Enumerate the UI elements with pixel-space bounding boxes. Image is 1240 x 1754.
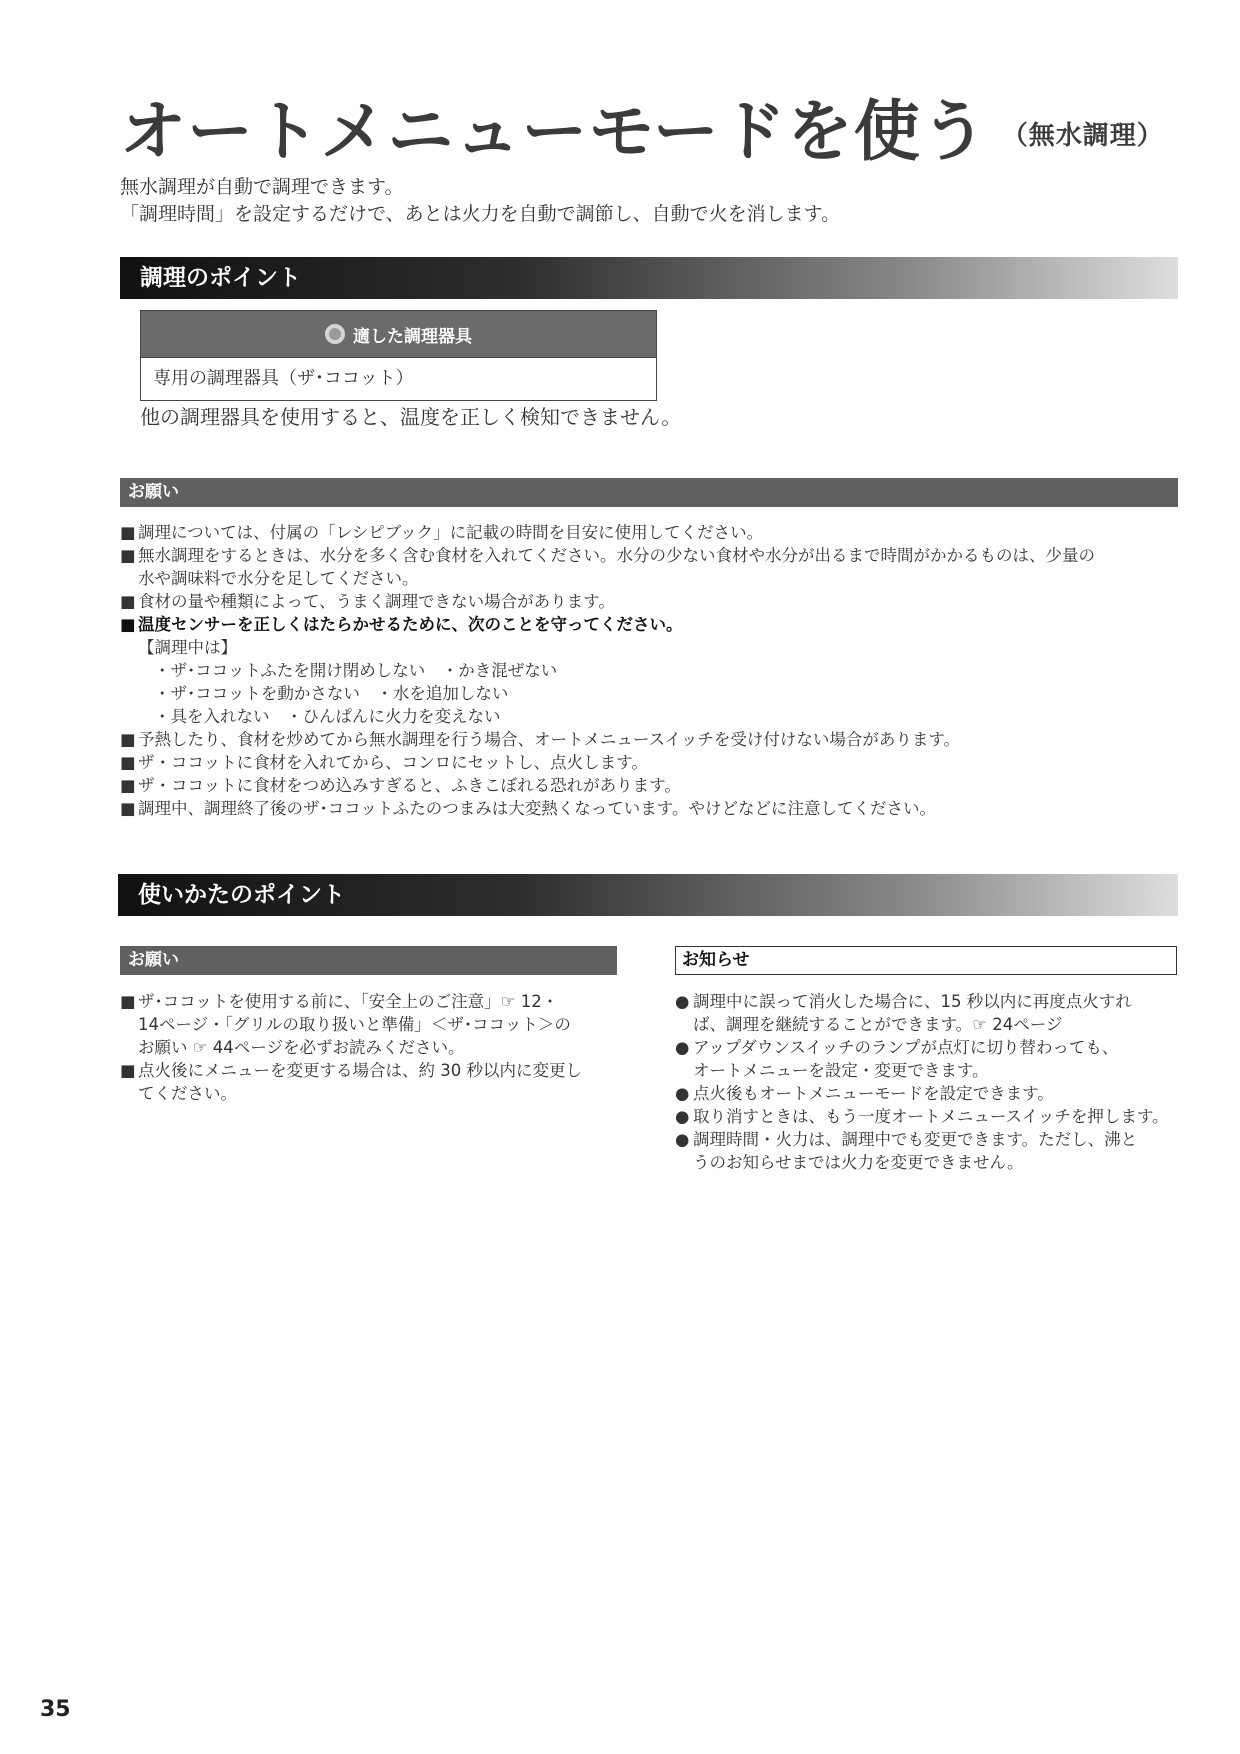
round-bullet-icon: ● bbox=[675, 1107, 690, 1126]
intro-line-1: 無水調理が自動で調理できます。 bbox=[120, 176, 404, 198]
round-bullet-icon: ● bbox=[675, 1130, 690, 1149]
suitable-cookware-header-label: 適した調理器具 bbox=[353, 326, 472, 347]
list-item: ● 取り消すときは、もう一度オートメニュースイッチを押します。 bbox=[675, 1107, 1169, 1126]
list-item: ■ 点火後にメニューを変更する場合は、約 30 秒以内に変更し bbox=[120, 1061, 582, 1080]
page-title bbox=[120, 78, 1164, 173]
square-bullet-icon: ■ bbox=[120, 776, 136, 795]
intro-line-2: 「調理時間」を設定するだけで、あとは火力を自動で調節し、自動で火を消します。 bbox=[120, 203, 841, 225]
list-item: お願い ☞ 44ページを必ずお読みください。 bbox=[138, 1038, 465, 1057]
request-label: お願い bbox=[128, 950, 179, 970]
page-title-main: オートメニューモードを使う bbox=[120, 93, 988, 170]
page-number: 35 bbox=[40, 1697, 71, 1722]
list-item: ● 調理時間・火力は、調理中でも変更できます。ただし、沸と bbox=[675, 1130, 1138, 1149]
square-bullet-icon: ■ bbox=[120, 730, 136, 749]
round-bullet-icon: ● bbox=[675, 1084, 690, 1103]
request-label: お願い bbox=[128, 482, 179, 502]
list-item: ■ 調理については、付属の「レシピブック」に記載の時間を目安に使用してください。 bbox=[120, 523, 764, 542]
suitable-cookware-box bbox=[140, 310, 657, 401]
notice-label-box bbox=[675, 946, 1177, 975]
square-bullet-icon: ■ bbox=[120, 615, 136, 634]
round-bullet-icon: ● bbox=[675, 1038, 690, 1057]
request-list bbox=[120, 521, 1180, 820]
round-bullet-icon: ● bbox=[675, 992, 690, 1011]
list-item: てください。 bbox=[138, 1084, 237, 1103]
list-item: うのお知らせまでは火力を変更できません。 bbox=[693, 1153, 1024, 1172]
request-list-usage bbox=[120, 990, 620, 1105]
square-bullet-icon: ■ bbox=[120, 546, 136, 565]
request-label-bar bbox=[120, 478, 1178, 507]
list-item: ■ ザ･ココットを使用する前に、「安全上のご注意」☞ 12・ bbox=[120, 992, 559, 1011]
list-item: ■ ザ・ココットに食材を入れてから、コンロにセットし、点火します。 bbox=[120, 753, 648, 772]
list-item: ● アップダウンスイッチのランプが点灯に切り替わっても、 bbox=[675, 1038, 1119, 1057]
square-bullet-icon: ■ bbox=[120, 992, 136, 1011]
list-item: 14ページ・「グリルの取り扱いと準備」＜ザ･ココット＞の bbox=[138, 1015, 571, 1034]
notice-label: お知らせ bbox=[682, 950, 750, 970]
request-label-bar bbox=[120, 946, 617, 975]
square-bullet-icon: ■ bbox=[120, 753, 136, 772]
intro-text bbox=[120, 174, 840, 228]
list-item: ● 点火後もオートメニューモードを設定できます。 bbox=[675, 1084, 1054, 1103]
list-item: ば、調理を継続することができます。☞ 24ページ bbox=[693, 1015, 1063, 1034]
square-bullet-icon: ■ bbox=[120, 799, 136, 818]
cookware-note: 他の調理器具を使用すると、温度を正しく検知できません。 bbox=[140, 405, 682, 429]
list-item: ■ 予熱したり、食材を炒めてから無水調理を行う場合、オートメニュースイッチを受け付けない場合があります。 bbox=[120, 730, 961, 749]
list-item: ■ 調理中、調理終了後のザ･ココットふたのつまみは大変熱くなっています。やけどなどに注意してください。 bbox=[120, 799, 936, 818]
section-heading-usage-points bbox=[118, 874, 1178, 916]
list-item: 水や調味料で水分を足してください。 bbox=[138, 569, 419, 588]
suitable-cookware-header bbox=[141, 311, 656, 357]
list-item: ・具を入れない ・ひんぱんに火力を変えない bbox=[154, 707, 501, 726]
square-bullet-icon: ■ bbox=[120, 523, 136, 542]
suitable-cookware-value: 専用の調理器具（ザ･ココット） bbox=[141, 357, 656, 400]
list-item: ■ 無水調理をするときは、水分を多く含む食材を入れてください。水分の少ない食材や水分が出るまで時間がかかるものは、少量の bbox=[120, 546, 1095, 565]
list-item: オートメニューを設定・変更できます。 bbox=[693, 1061, 989, 1080]
section-heading-label: 調理のポイント bbox=[140, 265, 301, 291]
section-heading-label: 使いかたのポイント bbox=[138, 882, 345, 908]
ring-bullet-icon bbox=[325, 324, 345, 344]
list-item: ● 調理中に誤って消火した場合に、15 秒以内に再度点火すれ bbox=[675, 992, 1132, 1011]
section-heading-cooking-points bbox=[120, 257, 1178, 299]
list-item: ・ザ･ココットふたを開け閉めしない ・かき混ぜない bbox=[154, 661, 558, 680]
square-bullet-icon: ■ bbox=[120, 1061, 136, 1080]
page-title-sub: （無水調理） bbox=[1001, 121, 1164, 151]
list-item: ■ 温度センサーを正しくはたらかせるために、次のことを守ってください。 bbox=[120, 615, 683, 634]
list-item: ・ザ･ココットを動かさない ・水を追加しない bbox=[154, 684, 509, 703]
list-item: ■ ザ・ココットに食材をつめ込みすぎると、ふきこぼれる恐れがあります。 bbox=[120, 776, 681, 795]
list-item: ■ 食材の量や種類によって、うまく調理できない場合があります。 bbox=[120, 592, 615, 611]
list-item: 【調理中は】 bbox=[138, 638, 237, 657]
square-bullet-icon: ■ bbox=[120, 592, 136, 611]
notice-list bbox=[675, 990, 1180, 1174]
